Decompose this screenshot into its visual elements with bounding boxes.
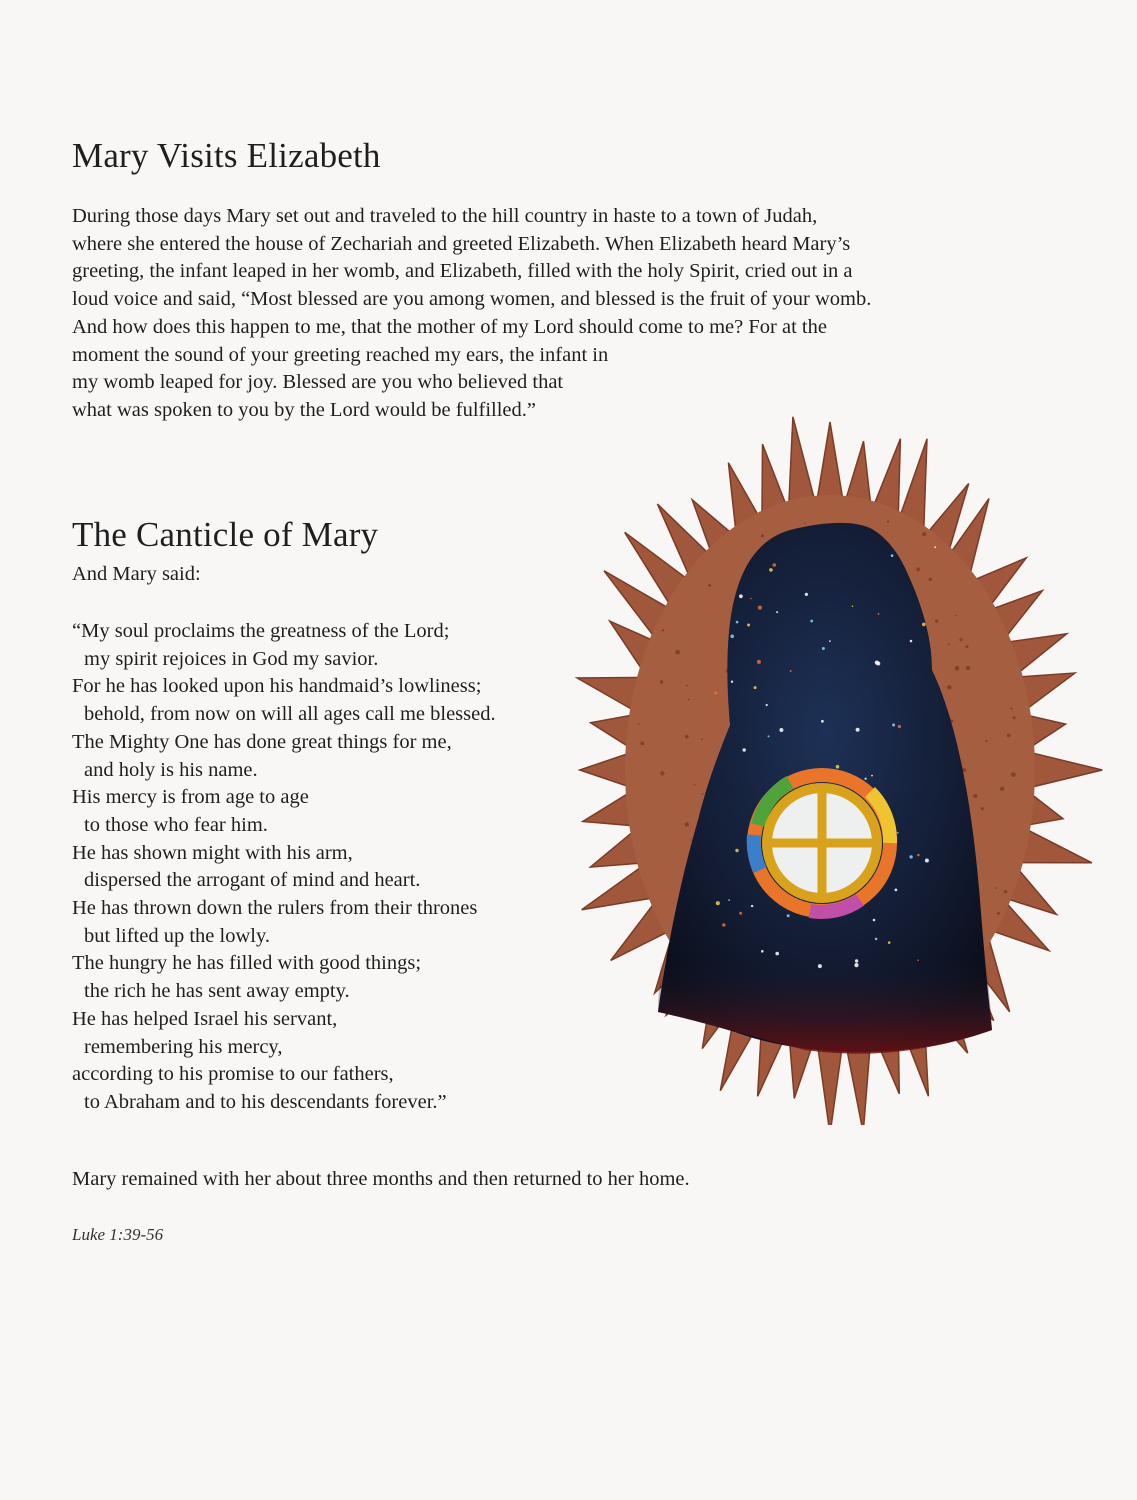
- poem-line: but lifted up the lowly.: [84, 924, 270, 947]
- visit-line: my womb leaped for joy. Blessed are you who believed that: [72, 371, 564, 394]
- visit-line: loud voice and said, “Most blessed are you among women, and blessed is the fruit of your womb.: [72, 288, 872, 311]
- poem-line: behold, from now on will all ages call me blessed.: [84, 703, 496, 726]
- poem-line: the rich he has sent away empty.: [84, 980, 350, 1003]
- poem-line: The hungry he has filled with good things;: [72, 952, 422, 975]
- mary-illustration: [560, 380, 1105, 1125]
- visit-line: what was spoken to you by the Lord would be fulfilled.”: [72, 398, 537, 421]
- poem-line: His mercy is from age to age: [72, 786, 309, 809]
- poem-line: remembering his mercy,: [84, 1035, 283, 1058]
- poem-line: He has helped Israel his servant,: [72, 1007, 338, 1030]
- poem-line: my spirit rejoices in God my savior.: [84, 647, 379, 670]
- visit-line: where she entered the house of Zechariah and greeted Elizabeth. When Elizabeth heard Mary’s: [72, 232, 851, 255]
- scripture-citation: Luke 1:39-56: [72, 1225, 164, 1244]
- section-title-canticle: The Canticle of Mary: [72, 515, 379, 554]
- visit-line: greeting, the infant leaped in her womb, and Elizabeth, filled with the holy Spirit, cried out in a: [72, 260, 853, 283]
- poem-line: “My soul proclaims the greatness of the Lord;: [72, 620, 450, 642]
- canticle-intro: And Mary said:: [72, 563, 201, 585]
- closing-sentence: Mary remained with her about three months and then returned to her home.: [72, 1168, 690, 1190]
- poem-line: For he has looked upon his handmaid’s lowliness;: [72, 675, 482, 698]
- poem-line: and holy is his name.: [84, 758, 258, 781]
- canticle-poem: [72, 618, 496, 1117]
- poem-line: to those who fear him.: [84, 813, 268, 836]
- visit-line: And how does this happen to me, that the mother of my Lord should come to me? For at the: [72, 315, 827, 338]
- poem-line: The Mighty One has done great things for me,: [72, 730, 452, 753]
- visit-line: moment the sound of your greeting reached my ears, the infant in: [72, 343, 609, 366]
- poem-line: according to his promise to our fathers,: [72, 1063, 394, 1086]
- poem-line: dispersed the arrogant of mind and heart.: [84, 869, 421, 892]
- poem-line: He has shown might with his arm,: [72, 841, 353, 864]
- poem-line: He has thrown down the rulers from their thrones: [72, 897, 478, 920]
- visit-line: During those days Mary set out and traveled to the hill country in haste to a town of Judah,: [72, 205, 818, 227]
- poem-line: to Abraham and to his descendants forever.”: [84, 1090, 447, 1113]
- section-title-visit: Mary Visits Elizabeth: [72, 136, 381, 175]
